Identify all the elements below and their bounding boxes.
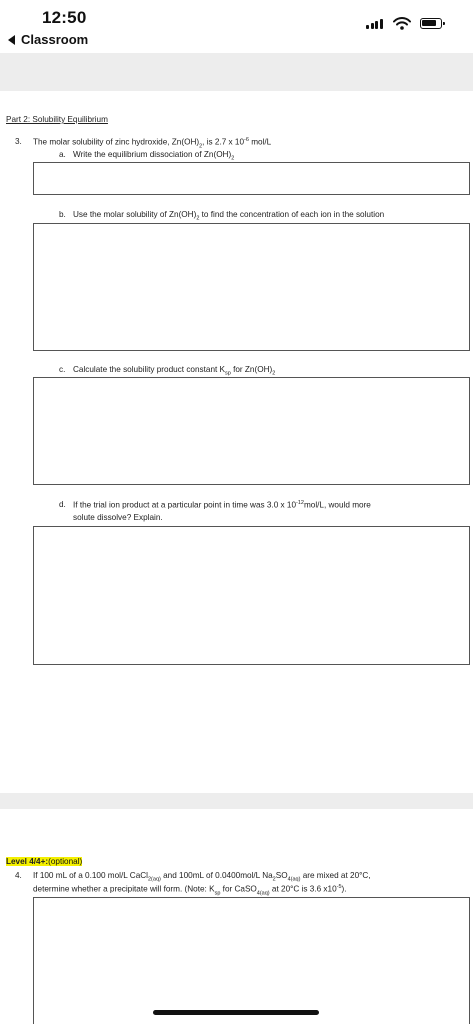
back-to-classroom-link[interactable]	[8, 32, 88, 47]
back-arrow-icon	[8, 35, 15, 45]
back-label: Classroom	[21, 32, 89, 47]
q3d-text-line1: If the trial ion product at a particular point in time was 3.0 x $10^{-12}mol/L$, would more	[73, 500, 371, 510]
page-gap-top	[0, 53, 473, 91]
q4-answer-box[interactable]	[33, 897, 470, 1024]
q4-text-line2: determine whether a precipitate will form. (Note: $K_{sp}$ for CaSO$_{4(aq)}$ at 20°C is 3.6 $x10^{-5}$).	[33, 884, 347, 897]
q3a-answer-box[interactable]	[33, 162, 470, 195]
q3d-letter: d.	[59, 500, 66, 509]
q3d-answer-box[interactable]	[33, 526, 470, 665]
cellular-signal-icon	[366, 19, 383, 29]
q3b-letter: b.	[59, 210, 66, 219]
level-optional: (optional)	[48, 857, 83, 866]
q3c-answer-box[interactable]	[33, 377, 470, 485]
home-indicator[interactable]	[153, 1010, 319, 1015]
wifi-icon	[393, 17, 411, 30]
q3-text: The molar solubility of zinc hydroxide, $Zn(OH)_2$, is 2.7 x $10^{-6}$ mol/L	[33, 137, 272, 150]
q3b-answer-box[interactable]	[33, 223, 470, 351]
level-label: Level 4/4+:	[6, 857, 49, 866]
level-heading	[6, 857, 82, 866]
page-gap-middle	[0, 793, 473, 809]
q3a-text: Write the equilibrium dissociation of $Zn(OH)_2$	[73, 150, 235, 162]
q3b-text: Use the molar solubility of $Zn(OH)_2$ to find the concentration of each ion in the solution	[73, 210, 385, 222]
q3c-text: Calculate the solubility product constant $K_{sp}$ for $Zn(OH)_2$	[73, 365, 276, 377]
part-title: Part 2: Solubility Equilibrium	[6, 115, 108, 124]
q4-text-line1: If 100 mL of a 0.100 mol/L CaCl$_{2(aq)}$ and 100mL of 0.0400mol/L $Na_2SO_{4(aq)}$ are mixed at 20°C,	[33, 871, 371, 883]
status-time: 12:50	[42, 8, 87, 27]
q3-number: 3.	[15, 137, 22, 146]
q3c-letter: c.	[59, 365, 66, 374]
battery-icon	[420, 18, 442, 29]
q3a-letter: a.	[59, 150, 66, 159]
q4-number: 4.	[15, 871, 22, 880]
q3d-text-line2: solute dissolve? Explain.	[73, 513, 163, 522]
